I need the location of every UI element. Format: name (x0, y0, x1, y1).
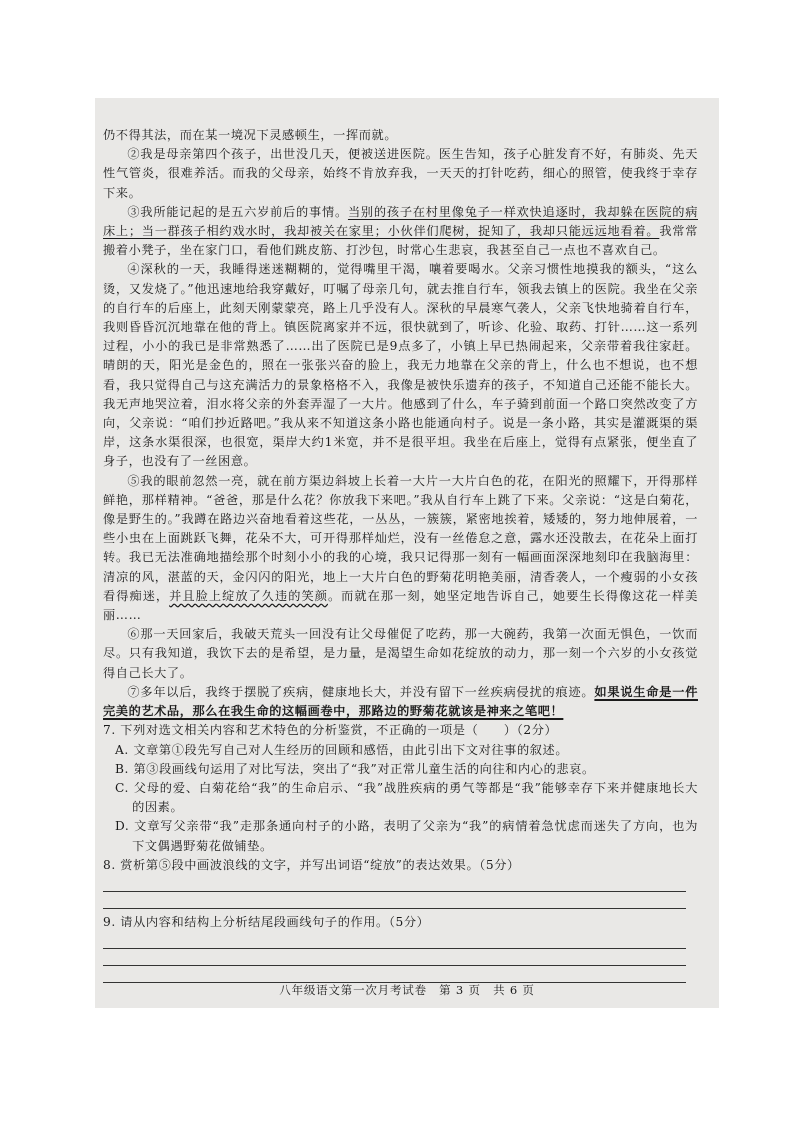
answer-line[interactable] (103, 932, 686, 949)
paragraph-1-continuation: 仍不得其法，而在某一境况下灵感顿生，一挥而就。 (103, 128, 398, 142)
answer-line[interactable] (103, 875, 686, 892)
question-7-option-d: D. 文章写父亲带“我”走那条通向村子的小路，表明了父亲为“我”的病情着急忧虑而迷失了方向，也为下文偶遇野菊花做铺垫。 (115, 819, 698, 853)
question-7-option-c: C. 父母的爱、白菊花给“我”的生命启示、“我”战胜疾病的勇气等都是“我”能够幸存下来并健康地长大的因素。 (115, 780, 698, 815)
question-7-stem: 7. 下列对选文相关内容和艺术特色的分析鉴赏，不正确的一项是（ ）（2分） (103, 723, 558, 738)
question-7-option-b: B. 第③段画线句运用了对比写法，突出了“我”对正常儿童生活的向往和内心的悲哀。 (115, 761, 595, 776)
paragraph-5-wavy-underlined: 并且脸上绽放了久违的笑颜 (169, 588, 328, 603)
paragraph-2: ②我是母亲第四个孩子，出世没几天，便被送进医院。医生告知，孩子心脏发育不好，有肺炎、先天性气管炎，很难养活。而我的父母亲，始终不肯放弃我，一天天的打针吃药，细心的照管，使我终于幸存下来。 (103, 147, 698, 200)
answer-line[interactable] (103, 966, 686, 983)
paragraph-7-start: ⑦多年以后，我终于摆脱了疾病，健康地长大，并没有留下一丝疾病侵扰的痕迹。 (127, 684, 595, 699)
reading-passage (103, 126, 698, 983)
question-9: 9. 请从内容和结构上分析结尾段画线句子的作用。（5分） (103, 914, 430, 929)
answer-line[interactable] (103, 949, 686, 966)
paragraph-3-start: ③我所能记起的是五六岁前后的事情。 (127, 204, 348, 219)
question-7-option-a: A. 文章第①段先写自己对人生经历的回顾和感悟，由此引出下文对往事的叙述。 (115, 742, 569, 757)
paragraph-5-start: ⑤我的眼前忽然一亮，就在前方渠边斜坡上长着一大片一大片白色的花，在阳光的照耀下，开得那样鲜艳，那样精神。“爸爸，那是什么花？你放我下来吧。”我从自行车上跳了下来。父亲说：“这是白菊花，像是野生的。”我蹲在路边兴奋地看着这些花，一丛丛，一簇簇，紧密地挨着，矮矮的，努力地伸展着，一些小虫在上面跳跃飞舞，花朵不大，可开得那样灿烂，没有一丝倦怠之意，露水还没散去，在花朵上面打转。我已无法准确地描绘那个时刻小小的我的心境，我只记得那一刻有一幅画面深深地刻印在我脑海里：清凉的风，湛蓝的天，金闪闪的阳光，地上一大片白色的野菊花明艳美丽，清香袭人，一个瘦弱的小女孩看得痴迷， (103, 473, 698, 603)
question-8: 8. 赏析第⑤段中画波浪线的文字，并写出词语“绽放”的表达效果。（5分） (103, 857, 520, 872)
paragraph-5 (103, 472, 698, 626)
paragraph-7 (103, 683, 698, 721)
paragraph-6: ⑥那一天回家后，我破天荒头一回没有让父母催促了吃药，那一大碗药，我第一次面无惧色，一饮而尽。只有我知道，我饮下去的是希望，是力量，是渴望生命如花绽放的动力，那一刻一个六岁的小女孩觉得自己长大了。 (103, 627, 698, 680)
answer-line[interactable] (103, 892, 686, 909)
paragraph-3 (103, 203, 698, 261)
scanned-exam-page (95, 98, 719, 1008)
paragraph-7-underlined-sentence: 如果说生命是一件完美的艺术品，那么在我生命的这幅画卷中，那路边的野菊花就该是神来之笔吧！ (103, 684, 698, 719)
paragraph-4: ④深秋的一天，我睡得迷迷糊糊的，觉得嘴里干渴，嚷着要喝水。父亲习惯性地摸我的额头，“这么烫，又发烧了。”他迅速地给我穿戴好，叮嘱了母亲几句，就去推自行车，领我去镇上的医院。我坐在父亲的自行车的后座上，此刻天刚蒙蒙亮，路上几乎没有人。深秋的早晨寒气袭人，父亲飞快地骑着自行车，我则昏昏沉沉地靠在他的背上。镇医院离家并不远，很快就到了，听诊、化验、取药、打针……这一系列过程，小小的我已是非常熟悉了……出了医院已是9点多了，小镇上早已热闹起来，父亲带着我往家赶。晴朗的天，阳光是金色的，照在一张张兴奋的脸上，我无力地靠在父亲的背上，什么也不想说，也不想看，我只觉得自己与这充满活力的景象格格不入，我像是被快乐遗弃的孩子，不知道自己还能不能长大。我无声地哭泣着，泪水将父亲的外套弄湿了一大片。他感到了什么，车子骑到前面一个路口突然改变了方向，父亲说：“咱们抄近路吧。”我从来不知道这条小路也能通向村子。说是一条小路，其实是灌溉渠的渠岸，这条水渠很深，也很宽，渠岸大约1米宽，并不是很平坦。我坐在后座上，觉得有点紧张，便坐直了身子，也没有了一丝困意。 (103, 262, 698, 469)
paragraph-5-end: 。而就在那一刻，她坚定地告诉自己，她要生长得像这花一样美丽…… (103, 588, 698, 623)
paragraph-3-end: 我常常搬着小凳子，坐在家门口，看他们跳皮筋、打沙包，时常心生悲哀，我甚至自己一点也不喜欢自己。 (103, 224, 698, 258)
page-footer: 八年级语文第一次月考试卷 第 3 页 共 6 页 (279, 983, 535, 997)
paragraph-3-underlined-sentence: 当别的孩子在村里像兔子一样欢快追逐时，我却躲在医院的病床上；当一群孩子相约戏水时，我却被关在家里；小伙伴们爬树，捉知了，我却只能远远地看着。 (103, 204, 699, 239)
